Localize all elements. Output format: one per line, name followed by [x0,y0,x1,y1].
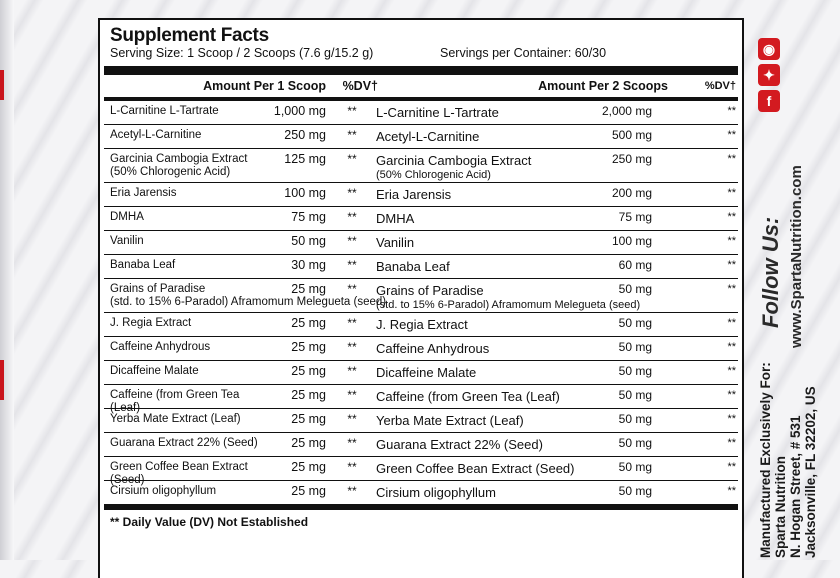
manufactured-line: Manufactured Exclusively For: [758,362,773,558]
ingredient-name: Caffeine Anhydrous [376,341,490,356]
ingredient-name: Vanilin [110,235,144,247]
ingredient-name-1 [104,313,270,330]
ingredient-name: Guarana Extract 22% (Seed) [110,437,258,449]
dv-2: ** [727,283,736,295]
ingredient-name: Acetyl-L-Carnitine [110,129,202,141]
ingredient-name-1 [104,207,270,224]
amount-1: 25 mg [291,388,326,402]
website-link[interactable]: www.SpartaNutrition.com [788,165,805,348]
amount-2: 50 mg [618,412,652,426]
dv-1: ** [347,152,357,166]
table-row [104,183,738,207]
ingredient-name-1 [104,481,270,498]
table-row [104,125,738,149]
amount-1: 25 mg [291,460,326,474]
header-dv-2: %DV† [704,80,736,92]
dv-2: ** [727,129,736,141]
amount-2: 50 mg [618,484,652,498]
dv-2: ** [727,105,736,117]
table-row [104,313,738,337]
ingredient-name: Yerba Mate Extract (Leaf) [110,413,241,425]
header-dv-1: %DV† [342,79,378,93]
ingredient-name-2 [370,125,590,144]
panel-title: Supplement Facts [110,25,269,46]
ingredient-name: Vanilin [376,235,415,250]
ingredient-name: Grains of Paradise [110,283,206,295]
amount-1: 25 mg [291,340,326,354]
daily-value-footnote: ** Daily Value (DV) Not Established [110,515,309,529]
ingredient-name: Grains of Paradise [376,283,484,298]
ingredient-name: Banaba Leaf [376,259,450,274]
ingredient-name: Yerba Mate Extract (Leaf) [376,413,524,428]
ingredient-name-1 [104,433,270,450]
ingredient-subtext: (std. to 15% 6-Paradol) Aframomum Melegueta (seed) [376,299,641,311]
amount-1: 250 mg [284,128,326,142]
ingredient-name: Acetyl-L-Carnitine [376,129,480,144]
ingredient-name: Caffeine Anhydrous [110,341,211,353]
ingredient-name-2 [370,231,590,250]
dv-2: ** [727,341,736,353]
manufactured-line: Sparta Nutrition [773,455,788,558]
dv-1: ** [347,282,357,296]
manufactured-line: Jacksonville, FL 32202, US [803,386,818,558]
amount-1: 25 mg [291,282,326,296]
ingredient-name-1 [104,231,270,248]
ingredient-name: Banaba Leaf [110,259,176,271]
amount-1: 30 mg [291,258,326,272]
dv-2: ** [727,437,736,449]
amount-1: 50 mg [291,234,326,248]
ingredient-name: Eria Jarensis [376,187,452,202]
ingredient-name: Caffeine (from Green Tea (Leaf) [376,389,560,404]
social-icons [758,38,784,116]
table-row [104,409,738,433]
header-amount-2: Amount Per 2 Scoops [538,79,668,93]
ingredient-name-2 [370,481,590,500]
table-row [104,231,738,255]
ingredient-name-1 [104,409,270,426]
dv-1: ** [347,316,357,330]
ingredient-name-1 [104,361,270,378]
ingredient-name-2 [370,313,590,332]
ingredient-name-2 [370,361,590,380]
amount-2: 250 mg [611,152,652,166]
amount-2: 50 mg [618,316,652,330]
ingredient-name-1 [104,101,270,118]
dv-1: ** [347,234,357,248]
amount-1: 25 mg [291,412,326,426]
amount-2: 2,000 mg [601,104,652,118]
ingredient-name-1 [104,125,270,142]
ingredient-name: J. Regia Extract [376,317,468,332]
dv-1: ** [347,364,357,378]
amount-1: 100 mg [284,186,326,200]
dv-1: ** [347,436,357,450]
dv-1: ** [347,484,357,498]
dv-2: ** [727,365,736,377]
ingredient-name-2 [370,433,590,452]
amount-1: 1,000 mg [273,104,326,118]
container-edge [0,0,14,560]
ingredient-name: J. Regia Extract [110,317,192,329]
amount-2: 50 mg [618,460,652,474]
amount-2: 50 mg [618,388,652,402]
dv-2: ** [727,317,736,329]
dv-1: ** [347,340,357,354]
dv-2: ** [727,485,736,497]
ingredient-name-2 [370,385,590,404]
ingredient-name: DMHA [110,211,144,223]
ingredient-name-2 [370,457,590,476]
ingredient-name: Garcinia Cambogia Extract [110,153,248,165]
ingredient-name-2 [370,409,590,428]
ingredient-name: DMHA [376,211,415,226]
ingredient-name-1 [104,183,270,200]
ingredient-name: Caffeine (from Green Tea (Leaf) [110,389,240,414]
ingredient-table [104,101,738,505]
ingredient-name: L-Carnitine L-Tartrate [376,105,499,120]
amount-1: 25 mg [291,316,326,330]
ingredient-name: Eria Jarensis [110,187,177,199]
ingredient-name: Cirsium oligophyllum [376,485,496,500]
table-row [104,255,738,279]
dv-1: ** [347,186,357,200]
amount-2: 100 mg [611,234,652,248]
dv-2: ** [727,259,736,271]
amount-1: 75 mg [291,210,326,224]
supplement-facts-panel [98,18,744,578]
dv-2: ** [727,187,736,199]
manufacturer-info [758,362,818,558]
table-row [104,337,738,361]
table-header [104,75,738,101]
red-mark [0,70,4,100]
dv-2: ** [727,235,736,247]
dv-1: ** [347,258,357,272]
dv-1: ** [347,460,357,474]
table-row [104,481,738,505]
manufactured-line: N. Hogan Street, # 531 [788,415,803,558]
dv-1: ** [347,388,357,402]
ingredient-name: L-Carnitine L-Tartrate [110,105,219,117]
amount-2: 60 mg [618,258,652,272]
amount-2: 50 mg [618,364,652,378]
dv-1: ** [347,128,357,142]
ingredient-name-1 [104,149,270,179]
table-row [104,279,738,313]
dv-2: ** [727,461,736,473]
dv-2: ** [727,153,736,165]
instagram-icon[interactable]: ◉ [758,38,780,60]
red-mark [0,360,4,400]
follow-us-label: Follow Us: [758,216,783,328]
ingredient-name: Cirsium oligophyllum [110,485,217,497]
table-row [104,385,738,414]
table-row [104,457,738,486]
ingredient-subtext: (std. to 15% 6-Paradol) Aframomum Melegueta (seed) [110,296,387,308]
amount-2: 50 mg [618,340,652,354]
ingredient-name-2 [370,337,590,356]
table-row [104,433,738,457]
ingredient-subtext: (50% Chlorogenic Acid) [110,166,231,178]
ingredient-name: Green Coffee Bean Extract (Seed) [110,461,248,486]
ingredient-name: Green Coffee Bean Extract (Seed) [376,461,575,476]
divider-bottom [104,505,738,510]
header-amount-1: Amount Per 1 Scoop [203,79,326,93]
table-row [104,361,738,385]
table-row [104,149,738,183]
amount-2: 75 mg [618,210,652,224]
ingredient-name-2 [370,183,590,202]
amount-1: 25 mg [291,484,326,498]
dv-1: ** [347,210,357,224]
amount-2: 500 mg [611,128,652,142]
servings-per-container: Servings per Container: 60/30 [440,46,607,60]
ingredient-name: Dicaffeine Malate [110,365,199,377]
dv-1: ** [347,412,357,426]
divider-thick [104,66,738,75]
amount-2: 50 mg [618,282,652,296]
ingredient-name: Guarana Extract 22% (Seed) [376,437,543,452]
amount-1: 125 mg [284,152,326,166]
ingredient-name-2 [370,207,590,226]
amount-1: 25 mg [291,436,326,450]
ingredient-name-2 [370,255,590,274]
serving-info [110,46,738,60]
ingredient-name: Garcinia Cambogia Extract [376,153,532,168]
ingredient-name: Dicaffeine Malate [376,365,477,380]
table-row [104,207,738,231]
amount-2: 50 mg [618,436,652,450]
ingredient-name-2 [370,149,590,183]
amount-1: 25 mg [291,364,326,378]
side-panel [748,18,840,578]
dv-2: ** [727,413,736,425]
ingredient-name-1 [104,255,270,272]
facebook-icon[interactable]: f [758,90,780,112]
ingredient-subtext: (50% Chlorogenic Acid) [376,169,491,181]
twitter-icon[interactable]: ✦ [758,64,780,86]
ingredient-name-2 [370,101,590,120]
amount-2: 200 mg [611,186,652,200]
ingredient-name-1 [104,337,270,354]
dv-2: ** [727,211,736,223]
serving-size: Serving Size: 1 Scoop / 2 Scoops (7.6 g/15.2 g) [110,46,374,60]
dv-1: ** [347,104,357,118]
table-row [104,101,738,125]
dv-2: ** [727,389,736,401]
